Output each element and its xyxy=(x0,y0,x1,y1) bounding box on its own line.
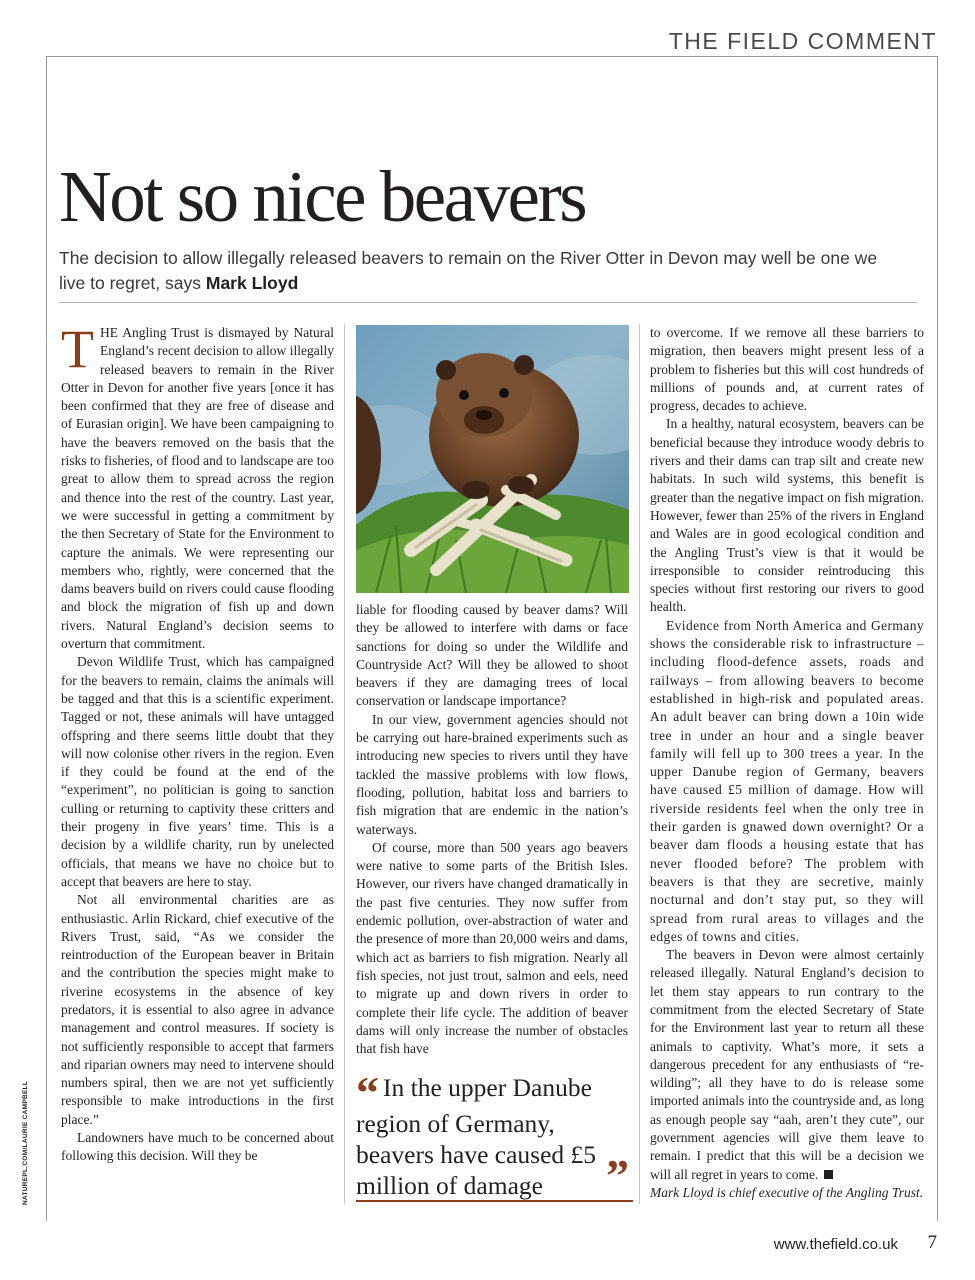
footer-url[interactable]: www.thefield.co.uk xyxy=(773,1236,898,1253)
paragraph: to overcome. If we remove all these barriers to migration, then beavers might present less of a problem to fisheries but this will cost hundreds of millions of pounds and, at current rates of progress, decades to achieve. xyxy=(650,325,924,414)
paragraph: Landowners have much to be concerned about following this decision. Will they be xyxy=(61,1130,334,1164)
headline-rule xyxy=(59,302,917,303)
paragraph xyxy=(650,946,924,1184)
open-quote-icon: “ xyxy=(356,1067,379,1118)
paragraph: Not all environmental charities are as enthusiastic. Arlin Rickard, chief executive of the Rivers Trust, said, “As we consider the reintroduction of the European beaver in Britain and the contribution the species might make to riverine ecosystems in the absence of key predators, it is essential to also agree in advance management and control measures. If society is not sufficiently responsible to accept that farmers and riparian owners may need to intervene should numbers spiral, then we are not yet sufficiently responsible to make introductions in the first place.” xyxy=(61,892,334,1127)
paragraph: liable for flooding caused by beaver dams? Will they be allowed to interfere with dams or face sanctions for doing so under the Wildlife and Countryside Act? Will they be allowed to shoot beavers if they are damaging trees of local conservation or landscape importance? xyxy=(356,602,628,709)
column-divider xyxy=(639,324,640,1204)
pull-quote-body: In the upper Danube region of Germany, beavers have caused £5 million of damage xyxy=(356,1073,597,1200)
author-name: Mark Lloyd xyxy=(205,273,299,293)
paragraph xyxy=(61,319,334,653)
pull-quote-text xyxy=(356,1067,633,1201)
column-1 xyxy=(61,319,334,1166)
standfirst-text: The decision to allow illegally released beavers to remain on the River Otter in Devon may well be one we live to regret, says xyxy=(59,248,878,293)
column-divider xyxy=(344,324,345,1204)
paragraph: In our view, government agencies should not be carrying out hare-brained experiments such as introducing new species to rivers until they have tackled the massive problems with low flows, flooding, pollution, habitat loss and barriers to fish migration that are endemic in the nation’s waterways. xyxy=(356,711,628,837)
end-mark-icon xyxy=(824,1170,833,1179)
author-bio: Mark Lloyd is chief executive of the Angling Trust. xyxy=(650,1184,924,1200)
paragraph: In a healthy, natural ecosystem, beavers can be beneficial because they introduce woody debris to rivers and their dams can trap silt and create new habitats. In such wild systems, this benefit is greater than the negative impact on fish migration. However, fewer than 25% of the rivers in England and Wales are in good ecological condition and the Angling Trust’s view is that it would be irresponsible to consider reintroducing this species without first restoring our rivers to good health. xyxy=(650,416,924,615)
column-2 xyxy=(356,601,628,1058)
paragraph: Evidence from North America and Germany shows the considerable risk to infrastructure – including flood-defence assets, roads and railways – from allowing beavers to become established in high-risk and populated areas. An adult beaver can bring down a 10in wide tree in under an hour and a single beaver family will fell up to 300 trees a year. In the upper Danube region of Germany, beavers have caused £5 million of damage. How will riverside residents feel when the only tree in their garden is gnawed down overnight? Or a beaver dam floods a housing estate that has never flooded before? The problem with beavers is that they are secretive, mainly nocturnal and don’t stay put, so they will spread from rural areas to villages and the edges of towns and cities. xyxy=(650,617,924,944)
standfirst xyxy=(59,246,879,296)
page-number: 7 xyxy=(927,1232,937,1253)
beaver-illustration xyxy=(356,325,629,593)
pull-quote xyxy=(356,1067,633,1202)
column-3 xyxy=(650,324,924,1202)
paragraph-text: The beavers in Devon were almost certainly released illegally. Natural England’s decision to let them stay appears to run contrary to the commitment from the elected Secretary of State for the Environment last year to return all these animals to captivity. What’s more, it sets a dangerous precedent for any enthusiasts of “re-wilding”; all they have to do is release some imported animals into the countryside and, as long as enough people say “aah, aren’t they cute”, our government agencies will give them leave to remain. I predict that this will be a decision we will all regret in years to come. xyxy=(650,947,924,1182)
paragraph: Devon Wildlife Trust, which has campaigned for the beavers to remain, claims the animals will be tagged and that this is a scientific experiment. Tagged or not, these animals will have untagged offspring and there seems little doubt that they will now colonise other rivers in the region. Even if they could be found at the end of the “experiment”, no politician is going to sanction culling or returning to captivity these critters and their progeny in five years’ time. This is a decision by a wildlife charity, run by unelected officials, that means we have no choice but to accept that beavers are here to stay. xyxy=(61,654,334,889)
section-label: THE FIELD COMMENT xyxy=(668,28,937,54)
drop-cap: T xyxy=(61,319,94,379)
paragraph: Of course, more than 500 years ago beavers were native to some parts of the British Isles. However, our rivers have changed dramatically in the past five centuries. They now suffer from endemic pollution, over-abstraction of water and the presence of more than 20,000 weirs and dams, which act as barriers to fish migration. Nearly all fish species, not just trout, salmon and eels, need to migrate up and down rivers in order to complete their life cycle. The addition of beaver dams will only increase the number of obstacles that fish have xyxy=(356,839,628,1057)
photo-credit: NATUREPL.COM/LAURIE CAMPBELL xyxy=(22,1080,29,1205)
beaver-photo xyxy=(356,325,629,593)
paragraph-text: HE Angling Trust is dismayed by Natural England’s recent decision to allow illegally released beavers to remain in the River Otter in Devon for another five years [once it has been confirmed that they are free of disease and of Eurasian origin]. We have been campaigning to have the beavers removed on the basis that the risks to fisheries, of flood and to landscape are too great to allow them to spread across the region and thence into the rest of the country. Last year, we were successful in getting a commitment by the then Secretary of State for the Environment to capture the animals. We were representing our members who, rightly, were concerned that the dams beavers build on rivers could cause flooding and block the migration of fish up and down rivers. Natural England’s decision seems to overturn that commitment. xyxy=(61,325,334,652)
close-quote-icon: ” xyxy=(606,1150,629,1201)
headline: Not so nice beavers xyxy=(59,156,586,237)
